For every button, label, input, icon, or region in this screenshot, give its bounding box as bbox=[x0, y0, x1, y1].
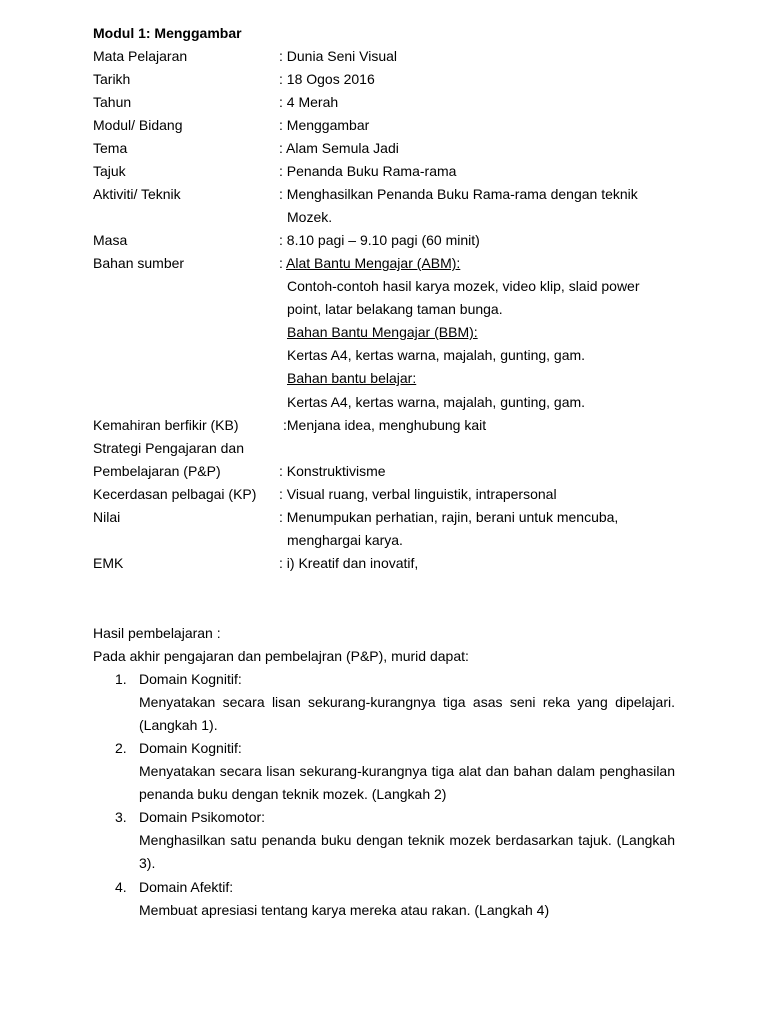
label-kecerdasan: Kecerdasan pelbagai (KP) bbox=[93, 486, 257, 502]
bahan-bantu-belajar-line: Kertas A4, kertas warna, majalah, gunting, gam. bbox=[287, 394, 586, 410]
abm-line-1: Contoh-contoh hasil karya mozek, video klip, slaid power bbox=[287, 278, 640, 294]
label-strategi: Strategi Pengajaran dan bbox=[93, 440, 244, 456]
bahan-bantu-belajar-heading: Bahan bantu belajar: bbox=[287, 370, 417, 386]
label-tema: Tema bbox=[93, 140, 128, 156]
label-emk: EMK bbox=[93, 555, 124, 571]
value-nilai: : Menumpukan perhatian, rajin, berani untuk mencuba, bbox=[279, 509, 619, 525]
label-kemahiran-berfikir: Kemahiran berfikir (KB) bbox=[93, 417, 239, 433]
value-pembelajaran: : Konstruktivisme bbox=[279, 463, 386, 479]
value-tahun: : 4 Merah bbox=[279, 94, 339, 110]
label-bahan-sumber: Bahan sumber bbox=[93, 255, 185, 271]
bahan-prefix: : bbox=[279, 255, 287, 271]
value-aktiviti: : Menghasilkan Penanda Buku Rama-rama dengan teknik bbox=[279, 186, 638, 202]
label-masa: Masa bbox=[93, 232, 128, 248]
value-aktiviti-cont: Mozek. bbox=[287, 209, 333, 225]
list-number: 3. bbox=[115, 809, 127, 825]
label-tahun: Tahun bbox=[93, 94, 132, 110]
value-tarikh: : 18 Ogos 2016 bbox=[279, 71, 375, 87]
list-item-domain: Domain Kognitif: bbox=[139, 740, 242, 756]
list-item-text-cont: 3). bbox=[139, 855, 156, 871]
list-item-domain: Domain Afektif: bbox=[139, 879, 234, 895]
bbm-line: Kertas A4, kertas warna, majalah, gunting, gam. bbox=[287, 347, 586, 363]
list-number: 4. bbox=[115, 879, 127, 895]
module-title: Modul 1: Menggambar bbox=[93, 25, 242, 41]
list-item-text-cont: (Langkah 1). bbox=[139, 717, 218, 733]
list-number: 2. bbox=[115, 740, 127, 756]
value-tajuk: : Penanda Buku Rama-rama bbox=[279, 163, 457, 179]
value-mata-pelajaran: : Dunia Seni Visual bbox=[279, 48, 398, 64]
value-nilai-cont: menghargai karya. bbox=[287, 532, 403, 548]
list-item-domain: Domain Kognitif: bbox=[139, 671, 242, 687]
label-modul: Modul/ Bidang bbox=[93, 117, 183, 133]
list-item-text: Menyatakan secara lisan sekurang-kurangnya tiga asas seni reka yang dipelajari. bbox=[139, 694, 675, 710]
abm-line-2: point, latar belakang taman bunga. bbox=[287, 301, 503, 317]
label-tajuk: Tajuk bbox=[93, 163, 126, 179]
label-pembelajaran: Pembelajaran (P&P) bbox=[93, 463, 221, 479]
bbm-heading: Bahan Bantu Mengajar (BBM): bbox=[287, 324, 478, 340]
hasil-intro: Pada akhir pengajaran dan pembelajran (P&P), murid dapat: bbox=[93, 648, 469, 664]
list-item-text: Membuat apresiasi tentang karya mereka atau rakan. (Langkah 4) bbox=[139, 902, 550, 918]
list-item-text: Menyatakan secara lisan sekurang-kurangnya tiga alat dan bahan dalam penghasilan bbox=[139, 763, 675, 779]
label-tarikh: Tarikh bbox=[93, 71, 131, 87]
value-modul: : Menggambar bbox=[279, 117, 370, 133]
label-nilai: Nilai bbox=[93, 509, 121, 525]
value-emk: : i) Kreatif dan inovatif, bbox=[279, 555, 419, 571]
list-item-text-cont: penanda buku dengan teknik mozek. (Langkah 2) bbox=[139, 786, 447, 802]
abm-heading: Alat Bantu Mengajar (ABM): bbox=[286, 255, 461, 271]
value-kemahiran-berfikir: :Menjana idea, menghubung kait bbox=[283, 417, 487, 433]
list-number: 1. bbox=[115, 671, 127, 687]
value-kecerdasan: : Visual ruang, verbal linguistik, intrapersonal bbox=[279, 486, 557, 502]
list-item-text: Menghasilkan satu penanda buku dengan teknik mozek berdasarkan tajuk. (Langkah bbox=[139, 832, 675, 848]
label-mata-pelajaran: Mata Pelajaran bbox=[93, 48, 188, 64]
bahan-abm-row bbox=[279, 255, 460, 271]
value-masa: : 8.10 pagi – 9.10 pagi (60 minit) bbox=[279, 232, 480, 248]
list-item-domain: Domain Psikomotor: bbox=[139, 809, 266, 825]
hasil-heading: Hasil pembelajaran : bbox=[93, 625, 221, 641]
value-tema: : Alam Semula Jadi bbox=[279, 140, 399, 156]
label-aktiviti: Aktiviti/ Teknik bbox=[93, 186, 181, 202]
